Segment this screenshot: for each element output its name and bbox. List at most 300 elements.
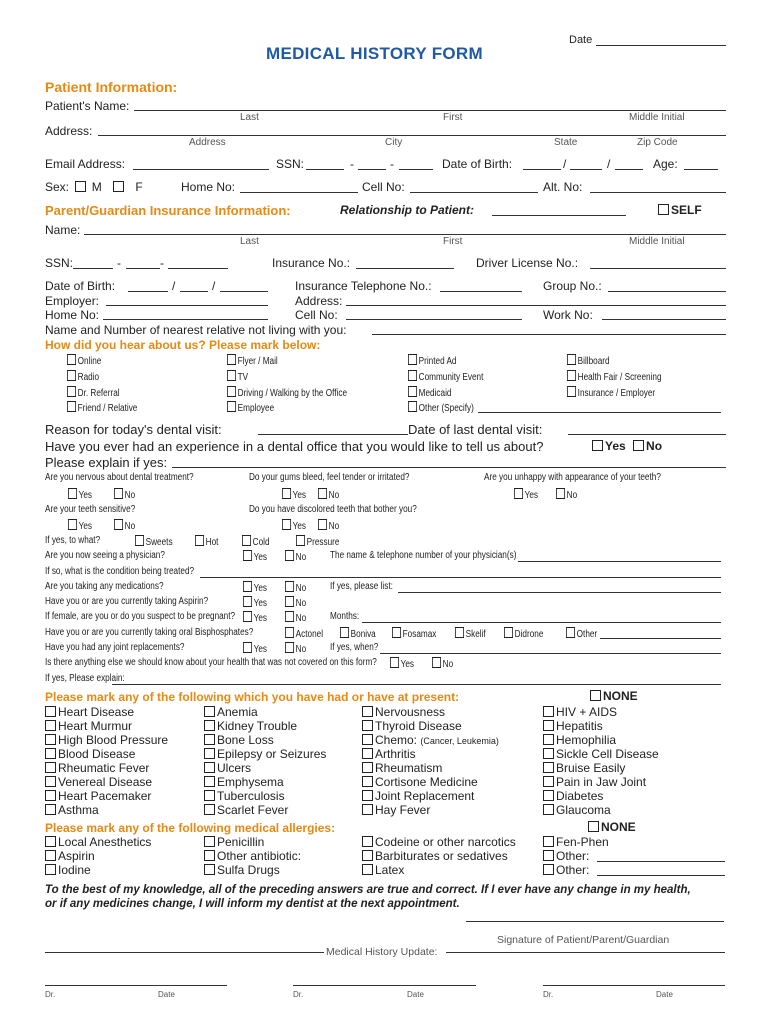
condition-checkbox[interactable] [204,790,215,801]
employee-checkbox[interactable] [227,401,236,412]
address-field[interactable] [98,135,726,136]
nervous-yes-checkbox[interactable] [68,488,77,499]
sex-f-label: F [135,180,143,194]
physician-yes-checkbox[interactable] [243,550,252,561]
referral-option: Health Fair / Screening [577,372,662,383]
home-field[interactable] [240,192,358,193]
condition-checkbox[interactable] [45,706,56,717]
guardian-cell-label: Cell No: [295,308,338,322]
bisphos-option: Didrone [514,629,544,640]
if-yes-explain: If yes, Please explain: [45,673,125,684]
work-label: Work No: [543,308,593,322]
date-label: Date [569,34,593,46]
zip-sublabel: Zip Code [637,137,678,148]
q-unhappy: Are you unhappy with appearance of your teeth? [484,472,661,483]
condition-checkbox[interactable] [204,748,215,759]
last-sublabel: Last [240,236,259,247]
else-yes-checkbox[interactable] [390,657,399,668]
condition-label: Hepatitis [556,719,603,733]
medications-yes-checkbox[interactable] [243,581,252,592]
middle-sublabel: Middle Initial [629,112,685,123]
sex-f-checkbox[interactable] [113,181,124,192]
guardian-address-label: Address: [295,294,343,308]
condition-checkbox[interactable] [45,762,56,773]
sex-m-label: M [91,180,102,194]
dob-field[interactable] [615,169,643,170]
bisphos-option: Actonel [295,629,324,640]
allergy-label: Barbiturates or sedatives [375,849,508,863]
dob-label: Date of Birth: [442,157,513,171]
no-label: No [295,552,307,563]
dr-referral-checkbox[interactable] [67,386,76,397]
radio-checkbox[interactable] [67,370,76,381]
condition-checkbox[interactable] [45,720,56,731]
community-checkbox[interactable] [408,370,417,381]
allergies-none-checkbox[interactable] [588,821,599,832]
allergy-checkbox[interactable] [543,836,554,847]
email-field[interactable] [133,169,269,170]
ssn-field-2[interactable] [358,169,386,170]
self-option [658,203,702,217]
aspirin-yes-checkbox[interactable] [243,596,252,607]
condition-label: Hay Fever [375,803,431,817]
email-label: Email Address: [45,157,126,171]
condition-checkbox[interactable] [543,734,554,745]
no-label: No [646,439,663,453]
allergy-checkbox[interactable] [362,864,373,875]
insurance-field[interactable] [356,268,454,269]
billboard-checkbox[interactable] [567,354,576,365]
condition-checkbox[interactable] [362,734,373,745]
allergy-other-field[interactable] [597,875,725,876]
middle-sublabel: Middle Initial [629,236,685,247]
no-label: No [295,644,307,655]
chemo-note: (Cancer, Leukemia) [420,736,499,746]
bisphos-option: Fosamax [402,629,437,640]
date-sublabel: Date [656,990,673,999]
condition-label: Heart Disease [58,705,135,719]
q-physician: Are you now seeing a physician? [45,550,165,561]
sweets-checkbox[interactable] [135,535,144,546]
condition-label: Pain in Jaw Joint [556,775,647,789]
experience-question: Have you ever had an experience in a dental office that you would like to tell us about? [45,439,544,454]
condition-label: Asthma [58,803,99,817]
q-discolored: Do you have discolored teeth that bother you? [249,504,417,515]
yes-label: Yes [78,490,93,501]
condition-checkbox[interactable] [45,748,56,759]
ssn-field-3[interactable] [399,169,433,170]
driving-checkbox[interactable] [227,386,236,397]
last-visit-field[interactable] [568,434,726,435]
update-signature-3[interactable] [543,985,725,986]
ssn-dash: - [117,256,121,270]
city-sublabel: City [385,137,403,148]
dob-field[interactable] [523,169,561,170]
explain-label: Please explain if yes: [45,455,168,470]
bisphos-option: Skelif [465,629,486,640]
fosamax-checkbox[interactable] [392,627,401,638]
condition-checkbox[interactable] [543,762,554,773]
employer-field[interactable] [106,305,268,306]
condition-label: Ulcers [217,761,252,775]
conditions-none-checkbox[interactable] [590,690,601,701]
condition-checkbox[interactable] [204,720,215,731]
unhappy-no-checkbox[interactable] [556,488,565,499]
physician-name-label: The name & telephone number of your physician(s) [330,550,517,561]
allergy-checkbox[interactable] [204,850,215,861]
yes-label: Yes [292,490,307,501]
insurance-employer-checkbox[interactable] [567,386,576,397]
ssn-dash: - [390,157,394,171]
guardian-dob-field[interactable] [128,291,168,292]
condition-label: Nervousness [375,705,446,719]
condition-label: Diabetes [556,789,604,803]
yes-label: Yes [253,598,268,609]
address-label: Address: [45,124,93,138]
no-label: No [124,521,136,532]
condition-label: Rheumatic Fever [58,761,150,775]
allergy-label: Sulfa Drugs [217,863,280,877]
relative-field[interactable] [372,334,726,335]
license-label: Driver License No.: [476,256,579,270]
actonel-checkbox[interactable] [285,627,294,638]
allergy-label: Other: [556,863,590,877]
medications-field[interactable] [398,592,721,593]
condition-label: High Blood Pressure [58,733,169,747]
other-specify-checkbox[interactable] [408,401,417,412]
condition-checkbox[interactable] [543,748,554,759]
referral-option: Insurance / Employer [577,388,656,399]
boniva-checkbox[interactable] [340,627,349,638]
referral-option: Dr. Referral [77,388,120,399]
guardian-ssn-label: SSN: [45,256,74,270]
ssn-field-1[interactable] [306,169,344,170]
health-fair-checkbox[interactable] [567,370,576,381]
self-label: SELF [671,203,702,217]
update-signature-2[interactable] [293,985,476,986]
guardian-name-field[interactable] [84,234,726,235]
condition-label: Heart Pacemaker [58,789,152,803]
ins-tel-field[interactable] [440,291,522,292]
pregnant-no-checkbox[interactable] [285,611,294,622]
allergy-checkbox[interactable] [204,836,215,847]
condition-checkbox[interactable] [362,706,373,717]
yes-label: Yes [253,583,268,594]
hot-checkbox[interactable] [195,535,204,546]
condition-checkbox[interactable] [362,748,373,759]
referral-heading: How did you hear about us? Please mark below: [45,338,321,352]
referral-option: Printed Ad [418,356,457,367]
condition-checkbox[interactable] [362,720,373,731]
alt-field[interactable] [590,192,726,193]
ssn-label: SSN: [276,157,305,171]
guardian-address-field[interactable] [346,305,726,306]
conditions-heading: Please mark any of the following which you have had or have at present: [45,690,460,704]
bisphos-other-field[interactable] [600,638,721,639]
referral-option: Friend / Relative [77,403,138,414]
other-specify-field[interactable] [478,412,721,413]
condition-label: Tuberculosis [217,789,285,803]
condition-label: Kidney Trouble [217,719,298,733]
condition-label: Sickle Cell Disease [556,747,659,761]
no-label: No [566,490,578,501]
condition-label: Heart Murmur [58,719,133,733]
bisphos-option: Other [576,629,598,640]
pressure-checkbox[interactable] [296,535,305,546]
self-checkbox[interactable] [658,204,669,215]
first-sublabel: First [443,236,463,247]
condition-checkbox[interactable] [543,790,554,801]
condition-checkbox[interactable] [543,776,554,787]
q-medications: Are you taking any medications? [45,581,164,592]
update-label: Medical History Update: [326,946,438,958]
printed-ad-checkbox[interactable] [408,354,417,365]
yes-label: Yes [292,521,307,532]
relationship-label: Relationship to Patient: [340,203,475,217]
condition-label: Thyroid Disease [375,719,462,733]
cold-checkbox[interactable] [242,535,251,546]
q-sensitive: Are your teeth sensitive? [45,504,136,515]
unhappy-yes-checkbox[interactable] [514,488,523,499]
experience-options [592,439,662,453]
condition-checkbox[interactable] [543,720,554,731]
q-gums: Do your gums bleed, feel tender or irritated? [249,472,410,483]
allergy-label: Fen-Phen [556,835,609,849]
condition-checkbox[interactable] [543,706,554,717]
state-sublabel: State [554,137,578,148]
referral-option: Billboard [577,356,610,367]
cell-field[interactable] [410,192,538,193]
dr-label: Dr. [293,990,304,999]
if-yes-what: If yes, to what? [45,535,101,546]
dob-slash: / [607,157,611,171]
ssn-dash: - [350,157,354,171]
dr-label: Dr. [45,990,56,999]
allergy-label: Iodine [58,863,91,877]
condition-label: Joint Replacement [375,789,475,803]
physician-name-field[interactable] [518,561,721,562]
allergy-checkbox[interactable] [543,864,554,875]
group-field[interactable] [608,291,726,292]
q-bisphosphates: Have you or are you currently taking oral Bisphosphates? [45,627,254,638]
else-no-checkbox[interactable] [432,657,441,668]
patient-name-field[interactable] [134,110,726,111]
signature-field[interactable] [466,921,724,922]
alt-label: Alt. No: [543,180,583,194]
referral-option: Driving / Walking by the Office [237,388,348,399]
physician-no-checkbox[interactable] [285,550,294,561]
pressure-label: Pressure [306,537,340,548]
discolored-yes-checkbox[interactable] [282,519,291,530]
signature-label: Signature of Patient/Parent/Guardian [497,934,670,946]
allergy-label: Local Anesthetics [58,835,152,849]
else-explain-field[interactable] [112,684,721,685]
allergy-label: Penicillin [217,835,265,849]
joint-when-field[interactable] [380,653,721,654]
allergy-checkbox[interactable] [45,864,56,875]
months-label: Months: [330,611,360,622]
age-field[interactable] [684,169,718,170]
experience-no-checkbox[interactable] [633,440,644,451]
allergy-checkbox[interactable] [362,836,373,847]
condition-label: Epilepsy or Seizures [217,747,327,761]
patient-heading: Patient Information: [45,79,178,95]
patient-name-label: Patient's Name: [45,99,130,113]
reason-label: Reason for today's dental visit: [45,422,222,437]
explain-field[interactable] [172,467,726,468]
medications-no-checkbox[interactable] [285,581,294,592]
condition-checkbox[interactable] [362,776,373,787]
no-label: No [295,598,307,609]
condition-checkbox[interactable] [204,776,215,787]
referral-option: Online [77,356,102,367]
referral-option: Medicaid [418,388,452,399]
allergy-checkbox[interactable] [204,864,215,875]
condition-checkbox[interactable] [362,804,373,815]
condition-checkbox[interactable] [45,804,56,815]
relationship-field[interactable] [492,215,626,216]
allergy-label: Aspirin [58,849,95,863]
dob-slash: / [212,279,216,293]
guardian-ssn-field[interactable] [73,268,113,269]
experience-yes-checkbox[interactable] [592,440,603,451]
cold-label: Cold [252,537,270,548]
guardian-dob-field[interactable] [220,291,268,292]
sensitive-no-checkbox[interactable] [114,519,123,530]
condition-label: Glaucoma [556,803,611,817]
allergies-heading: Please mark any of the following medical allergies: [45,821,336,835]
condition-label: HIV + AIDS [556,705,618,719]
tv-checkbox[interactable] [227,370,236,381]
allergy-checkbox[interactable] [45,850,56,861]
allergy-label: Other antibiotic: [217,849,302,863]
nervous-no-checkbox[interactable] [114,488,123,499]
pregnant-yes-checkbox[interactable] [243,611,252,622]
allergy-label: Latex [375,863,405,877]
sex-row [45,180,143,194]
relative-label: Name and Number of nearest relative not living with you: [45,323,347,337]
referral-option: Radio [77,372,100,383]
guardian-ssn-field[interactable] [168,268,228,269]
q-pregnant: If female, are you or do you suspect to be pregnant? [45,611,236,622]
none-label: NONE [603,689,638,703]
flyer-checkbox[interactable] [227,354,236,365]
condition-checkbox[interactable] [204,762,215,773]
yes-label: Yes [605,439,626,453]
employer-label: Employer: [45,294,100,308]
friend-checkbox[interactable] [67,401,76,412]
skelif-checkbox[interactable] [455,627,464,638]
allergy-label: Codeine or other narcotics [375,835,516,849]
gums-no-checkbox[interactable] [318,488,327,499]
medicaid-checkbox[interactable] [408,386,417,397]
date-field[interactable] [596,45,726,46]
allergy-label: Other: [556,849,590,863]
yes-label: Yes [253,644,268,655]
cell-label: Cell No: [362,180,405,194]
ssn-dash: - [160,256,164,270]
dob-field[interactable] [570,169,602,170]
guardian-cell-field[interactable] [346,319,522,320]
joint-yes-checkbox[interactable] [243,642,252,653]
no-label: No [328,521,340,532]
yes-label: Yes [253,552,268,563]
guardian-ssn-field[interactable] [126,268,160,269]
work-field[interactable] [602,319,726,320]
bisphos-other-checkbox[interactable] [566,627,575,638]
referral-option: TV [237,372,249,383]
no-label: No [328,490,340,501]
license-field[interactable] [590,268,726,269]
referral-option: Flyer / Mail [237,356,278,367]
condition-checkbox[interactable] [204,734,215,745]
condition-field[interactable] [200,577,721,578]
condition-label: Scarlet Fever [217,803,289,817]
yes-label: Yes [524,490,539,501]
condition-checkbox[interactable] [45,734,56,745]
months-field[interactable] [362,622,721,623]
group-label: Group No.: [543,279,602,293]
condition-checkbox[interactable] [204,706,215,717]
yes-label: Yes [253,613,268,624]
update-line-right [446,952,725,953]
no-label: No [442,659,454,670]
sensitive-yes-checkbox[interactable] [68,519,77,530]
update-line-left [45,952,324,953]
condition-label: Anemia [217,705,258,719]
condition-checkbox[interactable] [204,804,215,815]
statement-line-1: To the best of my knowledge, all of the preceding answers are true and correct. If I ever have any change in my health, [45,884,691,896]
last-visit-label: Date of last dental visit: [408,422,543,437]
guardian-home-field[interactable] [103,319,268,320]
joint-no-checkbox[interactable] [285,642,294,653]
condition-label: Cortisone Medicine [375,775,478,789]
condition-label: Blood Disease [58,747,136,761]
dob-slash: / [563,157,567,171]
q-condition: If so, what is the condition being treated? [45,566,195,577]
allergy-checkbox[interactable] [45,836,56,847]
q-aspirin: Have you or are you currently taking Aspirin? [45,596,209,607]
last-sublabel: Last [240,112,259,123]
insurance-label: Insurance No.: [272,256,351,270]
age-label: Age: [653,157,678,171]
condition-checkbox[interactable] [543,804,554,815]
discolored-no-checkbox[interactable] [318,519,327,530]
gums-yes-checkbox[interactable] [282,488,291,499]
q-nervous: Are you nervous about dental treatment? [45,472,194,483]
condition-checkbox[interactable] [362,762,373,773]
home-label: Home No: [181,180,236,194]
yes-label: Yes [400,659,415,670]
date-sublabel: Date [158,990,175,999]
reason-field[interactable] [258,434,408,435]
aspirin-no-checkbox[interactable] [285,596,294,607]
allergy-checkbox[interactable] [362,850,373,861]
no-label: No [124,490,136,501]
condition-checkbox[interactable] [45,776,56,787]
allergy-checkbox[interactable] [543,850,554,861]
referral-option: Other (Specify) [418,403,474,414]
didrone-checkbox[interactable] [504,627,513,638]
condition-checkbox[interactable] [362,790,373,801]
online-checkbox[interactable] [67,354,76,365]
none-label: NONE [601,820,636,834]
condition-checkbox[interactable] [45,790,56,801]
update-signature-1[interactable] [45,985,227,986]
sex-m-checkbox[interactable] [75,181,86,192]
guardian-dob-field[interactable] [180,291,208,292]
allergy-other-field[interactable] [597,861,725,862]
